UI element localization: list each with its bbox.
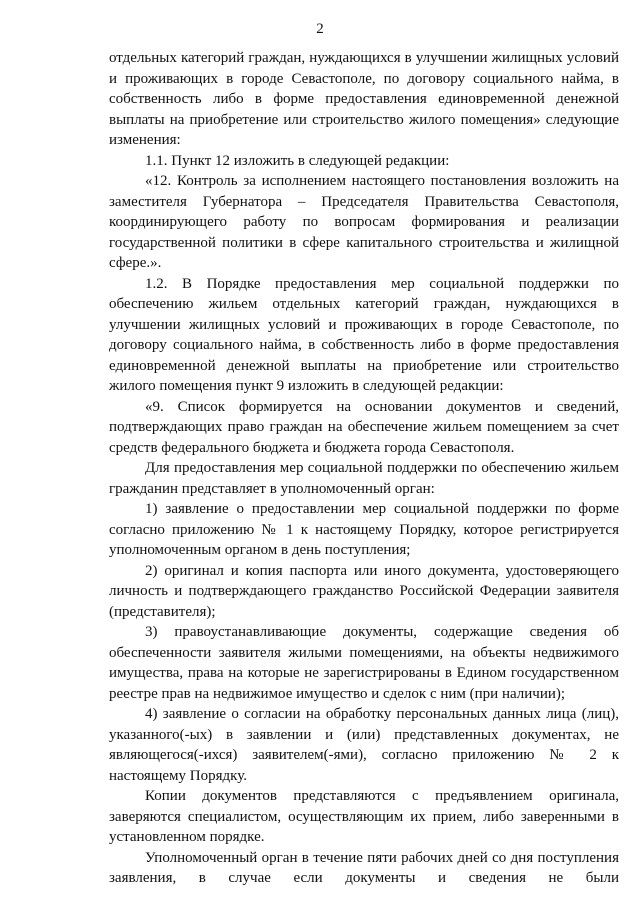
paragraph-clause-9: «9. Список формируется на основании документов и сведений, подтверждающих право граждан на обеспечение жильем помещением за счет средств федерального бюджета и бюджета города Севастополя.: [109, 398, 619, 456]
paragraph-clause-12: «12. Контроль за исполнением настоящего постановления возложить на заместителя Губернатора – Председателя Правительства Севастополя, координирующего работу по вопросам формирования и реализации государственной политики в сфере капитального строительства и жилищной сфере.».: [109, 173, 619, 271]
list-item-4: 4) заявление о согласии на обработку персональных данных лица (лиц), указанного(-ых) в заявлении и (или) представленных документах, не являющегося(-ихся) заявителем(-ями), согласно приложению № 2 к настоящему Порядку.: [109, 706, 619, 784]
paragraph-item-1-1: 1.1. Пункт 12 изложить в следующей редакции:: [145, 152, 450, 169]
list-item-1: 1) заявление о предоставлении мер социальной поддержки по форме согласно приложению № 1 к настоящему Порядку, которое регистрируется уполномоченным органом в день поступления;: [109, 501, 619, 558]
paragraph-authority: Уполномоченный орган в течение пяти рабочих дней со дня поступления заявления, в случае если документы и сведения не были: [109, 849, 619, 886]
paragraph-documents-intro: Для предоставления мер социальной поддержки по обеспечению жильем гражданин представляет в уполномоченный орган:: [109, 460, 619, 497]
list-item-2: 2) оригинал и копия паспорта или иного документа, удостоверяющего личность и подтверждающего гражданство Российской Федерации заявителя (представителя);: [109, 562, 619, 620]
paragraph-item-1-2: 1.2. В Порядке предоставления мер социальной поддержки по обеспечению жильем отдельных категорий граждан, нуждающихся в улучшении жилищных условий и проживающих в городе Севастополе, по договору социального найма, в собственность либо в форме предоставления единовременной денежной выплаты на приобретение или строительство жилого помещения пункт 9 изложить в следующей редакции:: [109, 275, 619, 394]
paragraph-intro-continuation: отдельных категорий граждан, нуждающихся в улучшении жилищных условий и проживающих в городе Севастополе, по договору социального найма, в собственность либо в форме предоставления единовременной денежной выплаты на приобретение или строительство жилого помещения» следующие изменения:: [109, 50, 619, 148]
paragraph-copies: Копии документов представляются с предъявлением оригинала, заверяются специалистом, осуществляющим их прием, либо заверенными в установленном порядке.: [109, 788, 619, 845]
page-number: 2: [316, 21, 324, 37]
document-body: [109, 48, 619, 889]
list-item-3: 3) правоустанавливающие документы, содержащие сведения об обеспеченности заявителя жилыми помещениями, на объекты недвижимого имущества, права на которые не зарегистрированы в Едином государственном реестре прав на недвижимое имущество и сделок с ним (при наличии);: [109, 624, 619, 702]
